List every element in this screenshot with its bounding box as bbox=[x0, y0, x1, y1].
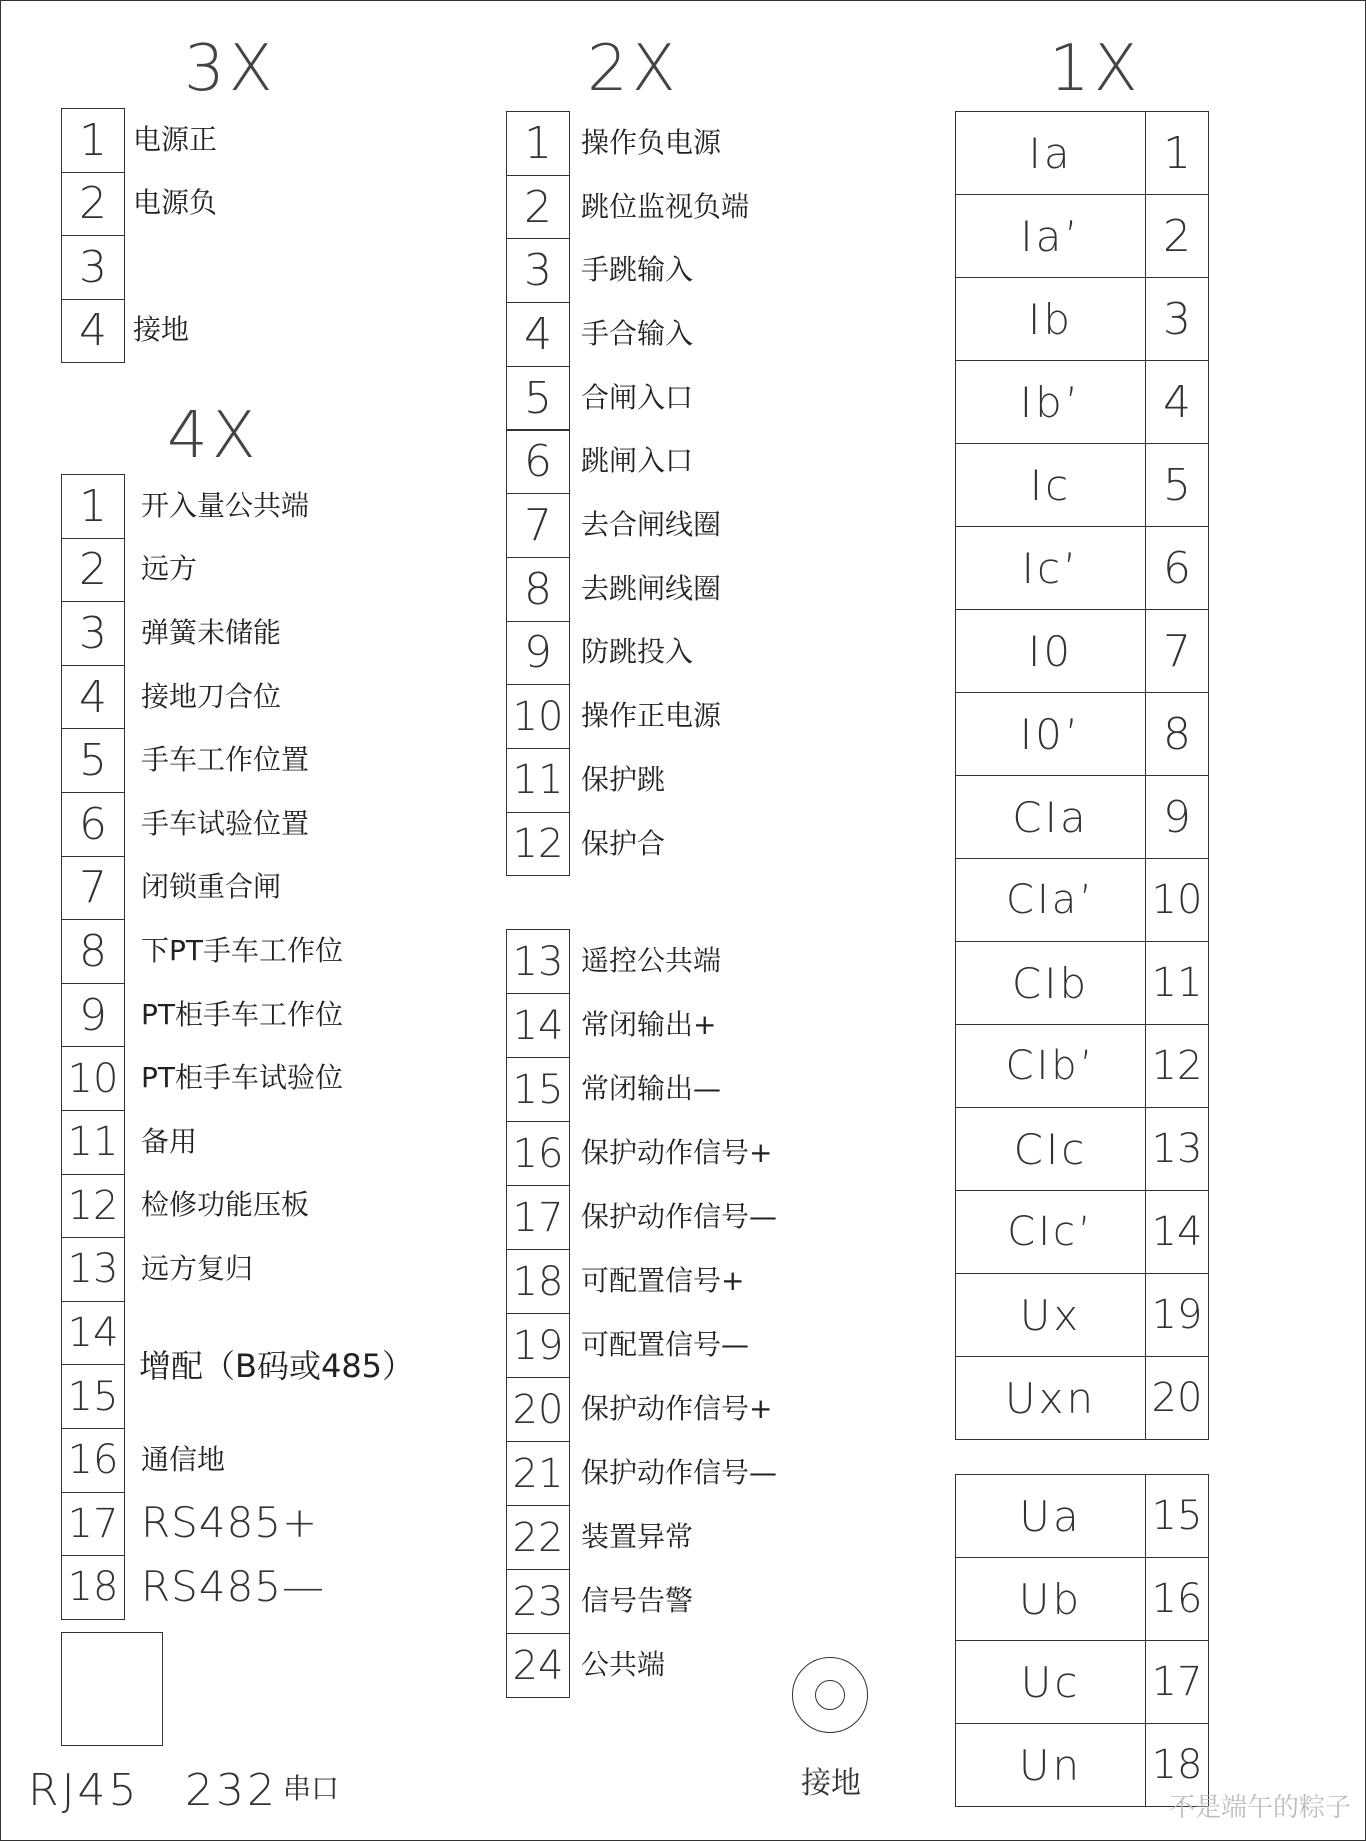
terminal-label: 保护动作信号— bbox=[581, 1200, 778, 1233]
terminal-number: 24 bbox=[506, 1633, 570, 1698]
terminal-number: 18 bbox=[506, 1249, 570, 1314]
terminal-number: 13 bbox=[506, 929, 570, 994]
terminal-label: 常闭输出+ bbox=[581, 1008, 717, 1041]
terminal-number: 23 bbox=[506, 1569, 570, 1634]
terminal-number: 10 bbox=[61, 1046, 125, 1111]
terminal-label: 操作负电源 bbox=[581, 125, 722, 159]
ground-symbol-icon bbox=[792, 1657, 868, 1733]
terminal-number: 2 bbox=[506, 175, 570, 240]
terminal-number: 13 bbox=[61, 1237, 125, 1302]
terminal-label: 可配置信号— bbox=[581, 1328, 750, 1361]
terminal-label: 可配置信号+ bbox=[581, 1264, 745, 1297]
block-title-3x: 3X bbox=[184, 32, 277, 106]
terminal-label: 接地刀合位 bbox=[141, 679, 282, 713]
signal-name: CIa bbox=[955, 775, 1146, 859]
terminal-number: 17 bbox=[506, 1185, 570, 1250]
terminal-number: 22 bbox=[506, 1505, 570, 1570]
terminal-number: 9 bbox=[61, 983, 125, 1048]
signal-name: Uc bbox=[955, 1640, 1146, 1724]
terminal-number: 14 bbox=[61, 1301, 125, 1366]
terminal-label: 下PT手车工作位 bbox=[141, 934, 343, 967]
terminal-number: 15 bbox=[506, 1057, 570, 1122]
terminal-label: 电源正 bbox=[133, 122, 218, 156]
terminal-label: 操作正电源 bbox=[581, 699, 722, 733]
terminal-number: 3 bbox=[506, 238, 570, 303]
signal-name: Ib bbox=[955, 277, 1146, 361]
terminal-label: RS485— bbox=[141, 1562, 326, 1611]
terminal-label: 开入量公共端 bbox=[141, 488, 310, 522]
terminal-number: 4 bbox=[506, 302, 570, 367]
terminal-number: 7 bbox=[506, 493, 570, 558]
terminal-number: 18 bbox=[61, 1555, 125, 1620]
terminal-number: 2 bbox=[1145, 194, 1209, 278]
terminal-number: 6 bbox=[61, 792, 125, 857]
merged-label-14-15: 增配（B码或485） bbox=[139, 1347, 415, 1385]
terminal-number: 1 bbox=[61, 474, 125, 539]
terminal-label: 遥控公共端 bbox=[581, 944, 722, 977]
terminal-label: 远方 bbox=[141, 552, 198, 586]
terminal-label: 保护合 bbox=[581, 826, 666, 860]
terminal-number: 18 bbox=[1145, 1723, 1209, 1807]
block-title-4x: 4X bbox=[167, 399, 260, 473]
terminal-number: 5 bbox=[506, 366, 570, 431]
terminal-number: 4 bbox=[1145, 360, 1209, 444]
signal-name: CIb’ bbox=[955, 1024, 1146, 1108]
terminal-label: 装置异常 bbox=[581, 1520, 694, 1553]
terminal-number: 12 bbox=[506, 812, 570, 877]
terminal-number: 1 bbox=[1145, 111, 1209, 195]
serial-suffix: 串口 bbox=[283, 1772, 340, 1805]
terminal-label: 保护跳 bbox=[581, 762, 666, 796]
terminal-label: 闭锁重合闸 bbox=[141, 870, 282, 904]
terminal-number: 19 bbox=[1145, 1273, 1209, 1357]
terminal-number: 2 bbox=[61, 538, 125, 603]
terminal-label: 检修功能压板 bbox=[141, 1188, 310, 1222]
terminal-label: 手合输入 bbox=[581, 316, 694, 350]
terminal-label: 公共端 bbox=[581, 1648, 666, 1681]
terminal-number: 3 bbox=[61, 235, 125, 300]
terminal-label: 保护动作信号+ bbox=[581, 1136, 773, 1169]
terminal-number: 9 bbox=[1145, 775, 1209, 859]
terminal-number: 3 bbox=[61, 601, 125, 666]
signal-name: Ic bbox=[955, 443, 1146, 527]
signal-name: Ib’ bbox=[955, 360, 1146, 444]
ground-label: 接地 bbox=[801, 1766, 861, 1801]
terminal-label: 接地 bbox=[133, 313, 190, 347]
terminal-number: 17 bbox=[61, 1492, 125, 1557]
terminal-label: 去跳闸线圈 bbox=[581, 571, 722, 605]
terminal-number: 20 bbox=[1145, 1356, 1209, 1440]
rj45-port bbox=[61, 1632, 163, 1746]
terminal-number: 3 bbox=[1145, 277, 1209, 361]
terminal-label: 远方复归 bbox=[141, 1252, 254, 1285]
terminal-number: 6 bbox=[506, 430, 570, 495]
terminal-number: 6 bbox=[1145, 526, 1209, 610]
terminal-number: 11 bbox=[61, 1110, 125, 1175]
signal-name: I0 bbox=[955, 609, 1146, 693]
terminal-number: 4 bbox=[61, 665, 125, 730]
signal-name: Un bbox=[955, 1723, 1146, 1807]
signal-name: CIc bbox=[955, 1107, 1146, 1191]
terminal-number: 10 bbox=[506, 684, 570, 749]
terminal-label: PT柜手车工作位 bbox=[141, 997, 343, 1031]
terminal-number: 19 bbox=[506, 1313, 570, 1378]
signal-name: CIc’ bbox=[955, 1190, 1146, 1274]
watermark: 不是端午的粽子 bbox=[1168, 1793, 1351, 1823]
terminal-number: 11 bbox=[1145, 941, 1209, 1025]
terminal-number: 7 bbox=[61, 856, 125, 921]
terminal-number: 14 bbox=[506, 993, 570, 1058]
terminal-number: 1 bbox=[506, 111, 570, 176]
terminal-number: 8 bbox=[506, 557, 570, 622]
terminal-label: 手车工作位置 bbox=[141, 743, 310, 777]
signal-name: Uxn bbox=[955, 1356, 1146, 1440]
block-title-2x: 2X bbox=[587, 32, 680, 106]
terminal-number: 5 bbox=[1145, 443, 1209, 527]
terminal-label: 通信地 bbox=[141, 1442, 226, 1476]
terminal-label: 备用 bbox=[141, 1124, 198, 1158]
terminal-number: 15 bbox=[61, 1364, 125, 1429]
terminal-number: 21 bbox=[506, 1441, 570, 1506]
terminal-number: 8 bbox=[1145, 692, 1209, 776]
terminal-label: 信号告警 bbox=[581, 1584, 694, 1617]
signal-name: CIb bbox=[955, 941, 1146, 1025]
terminal-label: 跳位监视负端 bbox=[581, 189, 750, 223]
terminal-number: 17 bbox=[1145, 1640, 1209, 1724]
signal-name: I0’ bbox=[955, 692, 1146, 776]
terminal-label: 手跳输入 bbox=[581, 253, 694, 287]
signal-name: Ic’ bbox=[955, 526, 1146, 610]
terminal-label: RS485+ bbox=[141, 1498, 319, 1548]
terminal-number: 15 bbox=[1145, 1474, 1209, 1558]
terminal-label: 手车试验位置 bbox=[141, 806, 310, 840]
terminal-label: 去合闸线圈 bbox=[581, 508, 722, 542]
terminal-number: 13 bbox=[1145, 1107, 1209, 1191]
signal-name: Ia bbox=[955, 111, 1146, 195]
block-title-1x: 1X bbox=[1049, 32, 1142, 106]
terminal-label: 弹簧未储能 bbox=[141, 616, 282, 649]
terminal-label: 合闸入口 bbox=[581, 380, 694, 414]
terminal-label: PT柜手车试验位 bbox=[141, 1061, 343, 1095]
terminal-number: 14 bbox=[1145, 1190, 1209, 1274]
serial-label: 232 bbox=[185, 1765, 278, 1816]
terminal-number: 7 bbox=[1145, 609, 1209, 693]
terminal-label: 保护动作信号+ bbox=[581, 1392, 773, 1425]
terminal-number: 9 bbox=[506, 621, 570, 686]
terminal-number: 20 bbox=[506, 1377, 570, 1442]
terminal-label: 电源负 bbox=[133, 186, 218, 220]
terminal-number: 4 bbox=[61, 299, 125, 364]
signal-name: Ia’ bbox=[955, 194, 1146, 278]
terminal-number: 1 bbox=[61, 108, 125, 173]
terminal-number: 16 bbox=[61, 1428, 125, 1493]
ground-symbol-inner-icon bbox=[815, 1680, 845, 1710]
signal-name: Ub bbox=[955, 1557, 1146, 1641]
signal-name: Ua bbox=[955, 1474, 1146, 1558]
terminal-label: 防跳投入 bbox=[581, 635, 694, 669]
terminal-number: 12 bbox=[1145, 1024, 1209, 1108]
signal-name: Ux bbox=[955, 1273, 1146, 1357]
terminal-number: 12 bbox=[61, 1174, 125, 1239]
terminal-number: 16 bbox=[506, 1121, 570, 1186]
terminal-number: 16 bbox=[1145, 1557, 1209, 1641]
terminal-number: 8 bbox=[61, 919, 125, 984]
terminal-number: 10 bbox=[1145, 858, 1209, 942]
rj45-label: RJ45 bbox=[28, 1765, 140, 1816]
terminal-number: 11 bbox=[506, 748, 570, 813]
terminal-number: 5 bbox=[61, 728, 125, 793]
terminal-label: 跳闸入口 bbox=[581, 444, 694, 478]
terminal-label: 保护动作信号— bbox=[581, 1456, 778, 1489]
signal-name: CIa’ bbox=[955, 858, 1146, 942]
terminal-number: 2 bbox=[61, 172, 125, 237]
terminal-label: 常闭输出— bbox=[581, 1072, 722, 1105]
